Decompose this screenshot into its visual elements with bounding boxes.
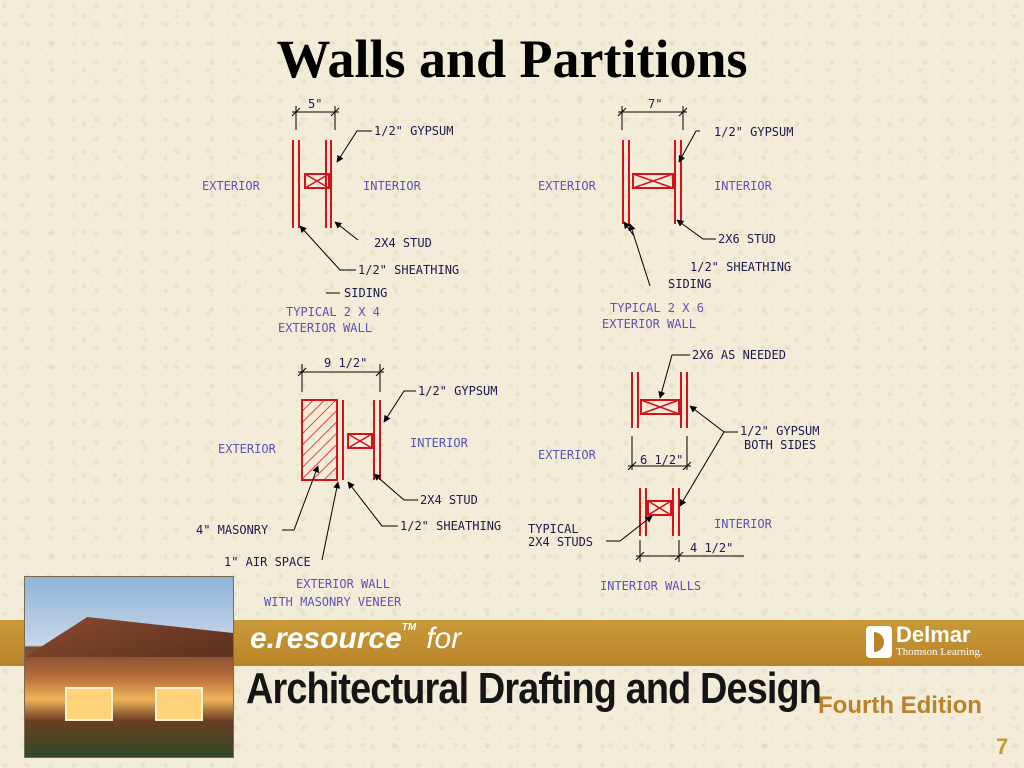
caption-line2: EXTERIOR WALL [278,321,372,335]
dimension-label: 6 1/2" [640,453,684,467]
leader-stud [335,222,358,240]
label-siding: SIDING [668,277,712,291]
diagram-2x4-exterior-wall [202,97,459,335]
leader-air-space [322,482,338,560]
label-exterior: EXTERIOR [218,442,276,456]
delmar-logo-icon [866,626,892,658]
label-air-space: 1" AIR SPACE [224,555,311,569]
leader-sheathing [630,224,650,286]
label-gypsum-line2: BOTH SIDES [744,438,817,452]
leader-stud [677,220,716,239]
label-exterior: EXTERIOR [538,179,596,193]
caption-line1: TYPICAL 2 X 6 [610,301,704,315]
label-interior: INTERIOR [714,179,772,193]
house-window [65,687,113,721]
caption-line2: EXTERIOR WALL [602,317,696,331]
edition-label: Fourth Edition [818,692,982,719]
label-stud: 2X6 STUD [718,232,776,246]
leader-gypsum [337,131,372,162]
label-gypsum: 1/2" GYPSUM [714,125,794,139]
leader-sheathing [300,226,356,270]
dimension-label: 7" [648,97,663,111]
publisher-name: Delmar [896,622,971,647]
label-exterior: EXTERIOR [538,448,596,462]
leader-gypsum-top [690,406,738,432]
label-sheathing: 1/2" SHEATHING [400,519,502,533]
trademark: TM [401,622,417,633]
page-number: 7 [996,734,1009,759]
label-interior: INTERIOR [410,436,468,450]
label-gypsum: 1/2" GYPSUM [374,124,454,138]
eresource-text: e.resource [250,622,402,655]
house-photo [24,576,234,758]
leader-siding [624,222,634,236]
label-masonry: 4" MASONRY [196,523,269,537]
dimension-label: 4 1/2" [690,541,734,555]
label-sheathing: 1/2" SHEATHING [358,263,460,277]
eresource-for: for [426,622,462,655]
leader-gypsum [679,131,700,162]
masonry-veneer [302,400,337,480]
caption-line1: TYPICAL 2 X 4 [286,305,380,319]
house-window [155,687,203,721]
eresource-logo [250,622,461,656]
label-sheathing: 1/2" SHEATHING [690,260,792,274]
dimension-label: 9 1/2" [324,356,368,370]
caption: INTERIOR WALLS [600,579,702,593]
label-interior: INTERIOR [363,179,421,193]
house-roof [25,617,233,657]
slide-title: Walls and Partitions [276,29,748,89]
book-title: Architectural Drafting and Design [246,664,822,713]
label-typical-line1: TYPICAL [528,522,579,536]
diagram-interior-walls [528,348,819,593]
leader-gypsum [384,391,416,422]
label-as-needed: 2X6 AS NEEDED [692,348,786,362]
label-interior: INTERIOR [714,517,772,531]
label-gypsum: 1/2" GYPSUM [418,384,498,398]
caption-line2: WITH MASONRY VENEER [264,595,402,609]
label-siding: SIDING [344,286,388,300]
label-stud: 2X4 STUD [374,236,432,250]
diagram-masonry-veneer-wall [196,356,501,609]
publisher-subtitle: Thomson Learning. [896,646,983,658]
label-typical-line2: 2X4 STUDS [528,535,594,549]
caption-line1: EXTERIOR WALL [296,577,390,591]
leader-as-needed [660,355,690,398]
label-gypsum-line1: 1/2" GYPSUM [740,424,820,438]
dimension-label: 5" [308,97,323,111]
diagram-2x6-exterior-wall [538,97,793,331]
label-exterior: EXTERIOR [202,179,260,193]
label-stud: 2X4 STUD [420,493,478,507]
